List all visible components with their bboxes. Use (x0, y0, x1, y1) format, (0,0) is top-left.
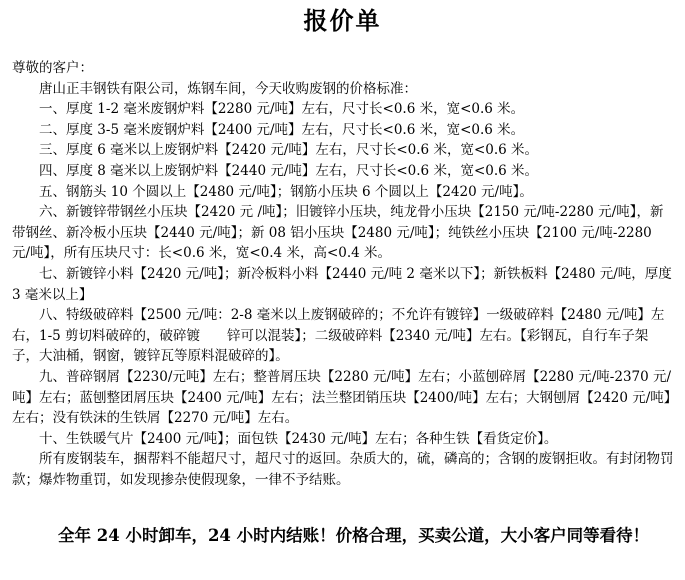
price-item-1: 一、厚度 1-2 毫米废钢炉料【2280 元/吨】左右，尺寸长<0.6 米，宽<0.6 米。 (39, 101, 525, 118)
greeting: 尊敬的客户： (12, 60, 93, 76)
price-item-2: 二、厚度 3-5 毫米废钢炉料【2400 元/吨】左右，尺寸长<0.6 米，宽<0.6 米。 (39, 121, 525, 138)
price-item-9: 九、普碎钢屑【2230/元吨】左右；整普屑压块【2280 元/吨】左右；小蓝刨碎屑【2280 元/吨-2370 元/吨】左右；蓝刨整团屑压块【2400 元/吨】左右；法兰整团销压块【2400/吨】左右；大钢刨屑【2420 元/吨】左右；没有铁沫的生铁屑【2270 元/吨】左右。 (12, 368, 672, 427)
notice-paragraph: 所有废钢装车，捆帮料不能超尺寸，超尺寸的返回。杂质大的，硫，磷高的；含钢的废钢拒收。有封闭物罚款；爆炸物重罚，如发现掺杂使假现象，一律不予结账。 (12, 451, 674, 488)
price-item-4: 四、厚度 8 毫米以上废钢炉料【2440 元/吨】左右，尺寸长<0.6 米，宽<0.6 米。 (39, 162, 539, 179)
price-item-8: 八、特级破碎料【2500 元/吨：2-8 毫米以上废钢破碎的；不允许有镀锌】一级破碎料【2480 元/吨】左右，1-5 剪切料破碎的，破碎镀 锌可以混装】；二级破碎料【2340 元/吨】左右。【彩钢瓦，自行车子架子，大油桶，钢窗，镀锌瓦等原料混破碎的】。 (12, 307, 665, 365)
document-title: 报价单 (303, 7, 382, 35)
price-item-5: 五、钢筋头 10 个圆以上【2480 元/吨】；钢筋小压块 6 个圆以上【2420 元/吨】。 (39, 183, 533, 200)
price-item-7: 七、新镀锌小料【2420 元/吨】；新冷板料小料【2440 元/吨 2 毫米以下】；新铁板料【2480 元/吨，厚度 3 毫米以上】 (12, 265, 672, 303)
price-item-10: 十、生铁暖气片【2400 元/吨】；面包铁【2430 元/吨】左右；各种生铁【看货定价】。 (39, 430, 558, 447)
intro-line: 唐山正丰钢铁有限公司，炼钢车间，今天收购废钢的价格标准： (39, 80, 417, 97)
closing-statement: 全年 24 小时卸车，24 小时内结账！价格合理，买卖公道，大小客户同等看待！ (58, 526, 650, 545)
price-item-3: 三、厚度 6 毫米以上废钢炉料【2420 元/吨】左右，尺寸长<0.6 米，宽<0.6 米。 (39, 142, 539, 159)
price-item-6: 六、新镀锌带钢丝小压块【2420 元 /吨】；旧镀锌小压块，纯龙骨小压块【2150 元/吨-2280 元/吨】，新带钢丝、新冷板小压块【2440 元/吨】；新 08 铝小压块【2480 元/吨】；纯铁丝小压块【2100 元/吨-2280 元/吨】，所有压块尺寸：长<0.6 米，宽<0.4 米，高<0.4 米。 (12, 204, 664, 262)
document-body (12, 58, 674, 490)
